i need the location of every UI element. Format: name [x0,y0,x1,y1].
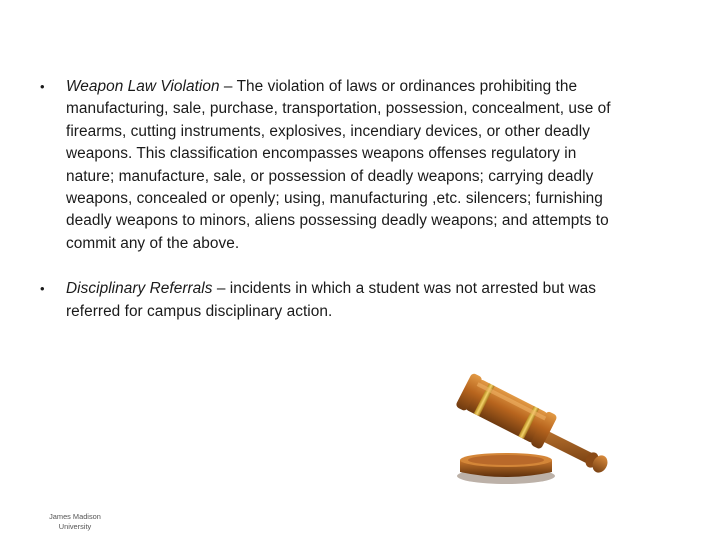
bullet-list [0,76,720,323]
definition-weapon-law-violation: – The violation of laws or ordinances prohibiting the manufacturing, sale, purchase, transportation, possession, concealment, use of firearms, cutting instruments, explosives, incendiary devices, or other deadly weapons. This classification encompasses weapons offenses regulatory in nature; manufacture, sale, or possession of deadly weapons; carrying deadly weapons, concealed or openly; using, manufacturing ,etc. silencers; furnishing deadly weapons to minors, aliens possessing deadly weapons; and attempts to commit any of the above. [66,78,611,252]
bullet-marker: • [40,79,45,94]
definition-disciplinary-referrals: – incidents in which a student was not arrested but was referred for campus disciplinary action. [66,280,596,320]
bullet-marker: • [40,281,45,297]
term-weapon-law-violation: Weapon Law Violation [66,78,220,95]
gavel-icon [448,372,620,486]
bullet-disciplinary-referrals [0,278,720,323]
footer-line-1: James Madison [49,512,101,521]
footer-line-2: University [58,522,92,531]
footer-logo [44,512,106,532]
bullet-weapon-law-violation [0,76,720,255]
term-disciplinary-referrals: Disciplinary Referrals [66,280,213,298]
